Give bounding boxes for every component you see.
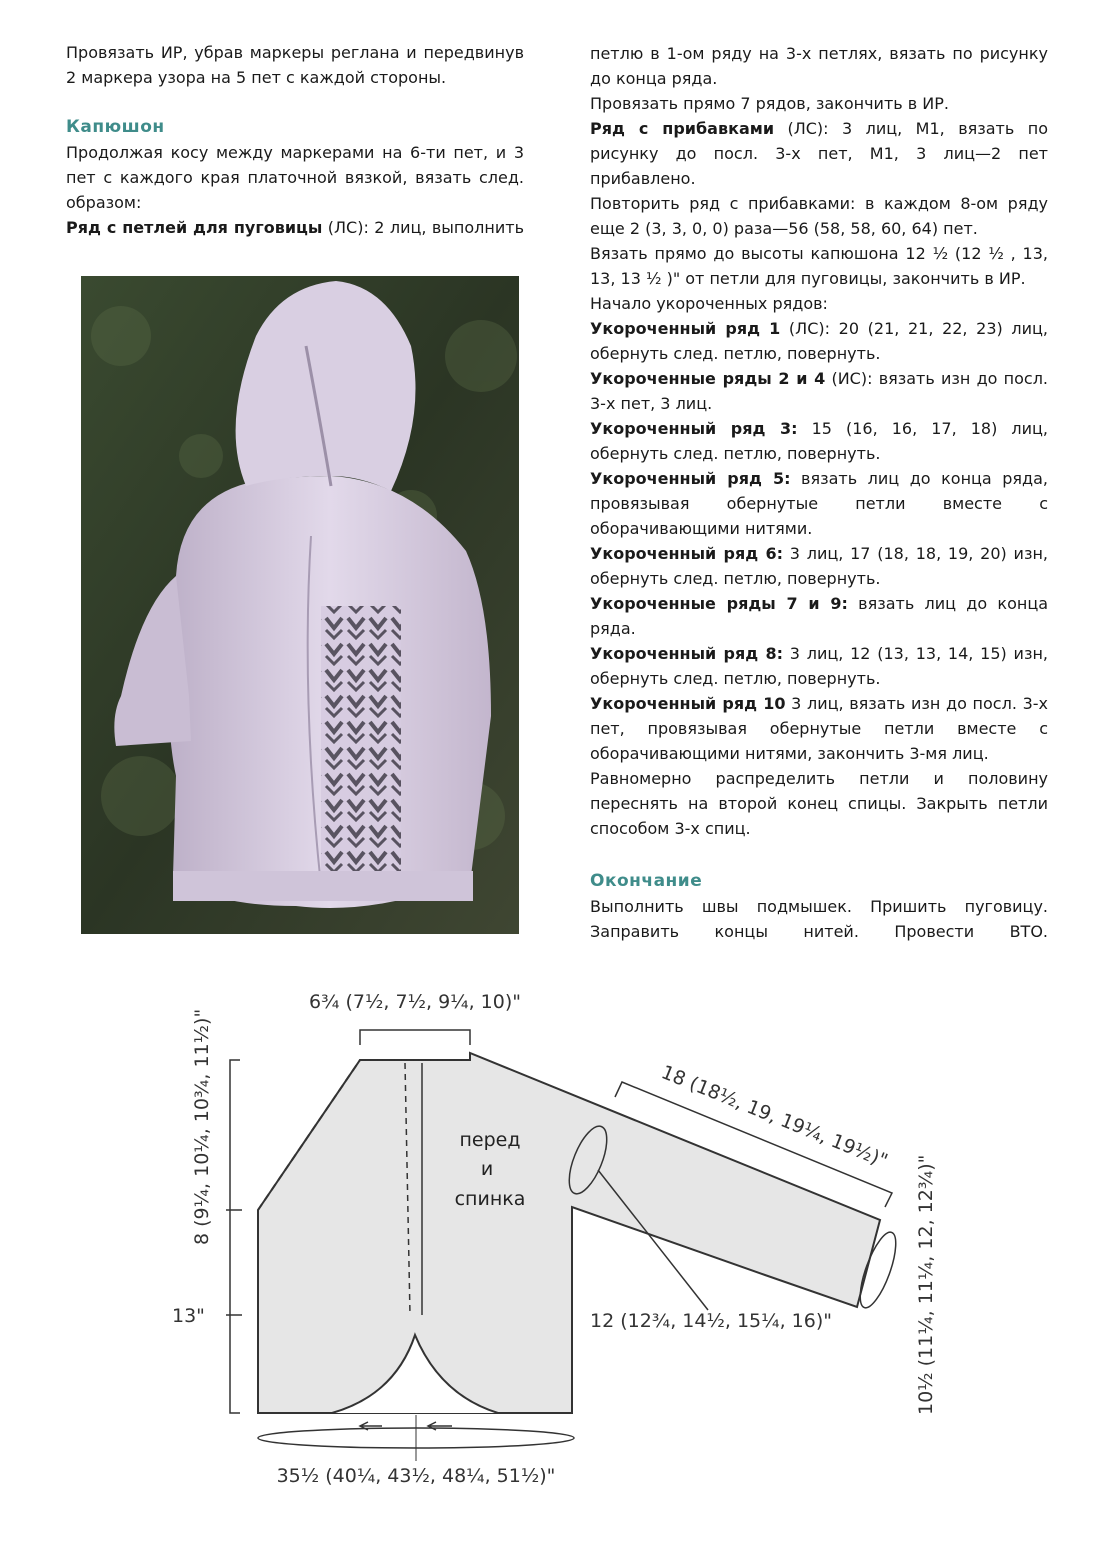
body-label-line-1: перед: [459, 1129, 521, 1151]
short-rows-7-9: [590, 591, 1048, 641]
paragraph-buttonhole-continued: петлю в 1-ом ряду на 3-х петлях, вязать по рисунку до конца ряда.: [590, 44, 1048, 88]
short-row-8-label: Укороченный ряд 8:: [590, 644, 783, 663]
short-row-5: [590, 466, 1048, 541]
garment-photo: [81, 276, 519, 934]
short-rows-7-9-label: Укороченные ряды 7 и 9:: [590, 594, 848, 613]
short-row-3-text: 15 (16, 16, 17, 18) лиц, обернуть след. петлю, повернуть.: [590, 419, 1049, 463]
body-label-line-3: спинка: [454, 1188, 526, 1210]
short-row-10-label: Укороченный ряд 10: [590, 694, 786, 713]
cuff-label: 10½ (11¼, 11¼, 12, 12¾)": [915, 1154, 937, 1415]
buttonhole-label: Ряд с петлей для пуговицы: [66, 218, 323, 237]
body-label-line-2: и: [480, 1158, 494, 1180]
short-row-3-label: Укороченный ряд 3:: [590, 419, 798, 438]
schematic-drawing: [160, 985, 960, 1505]
hood-paragraph: Продолжая косу между маркерами на 6-ти пет, и 3 пет с каждого края платочной вязкой, вязать след. образом:: [66, 143, 524, 212]
short-rows-7-9-text: вязать лиц до конца ряда.: [590, 594, 1049, 638]
size-schematic: [160, 985, 960, 1505]
paragraph-short-rows-start: Начало укороченных рядов:: [590, 294, 828, 313]
paragraph-straight-rows: Провязать прямо 7 рядов, закончить в ИР.: [590, 94, 949, 113]
short-row-8-text: 3 лиц, 12 (13, 13, 14, 15) изн, обернуть след. петлю, повернуть.: [590, 644, 1048, 688]
finishing-paragraph: Выполнить швы подмышек. Пришить пуговицу. Заправить концы нитей. Провести ВТО.: [590, 897, 1048, 941]
buttonhole-text: (ЛС): 2 лиц, выполнить: [322, 218, 524, 237]
buttonhole-paragraph: [66, 215, 524, 240]
sleeve-length-label: 18 (18½, 19, 19¼, 19½)": [658, 1061, 891, 1173]
paragraph-distribute: Равномерно распределить петли и половину переснять на второй конец спицы. Закрыть петли способом 3-х спиц.: [590, 769, 1048, 838]
short-row-8: [590, 641, 1048, 691]
paragraph-hood-height: Вязать прямо до высоты капюшона 12 ½ (12 ½ , 13, 13, 13 ½ )" от петли для пуговицы, закончить в ИР.: [590, 244, 1048, 288]
finishing-heading: Окончание: [590, 871, 703, 891]
left-dimension-line: [230, 1060, 240, 1413]
hooded-cardigan-illustration: [81, 276, 519, 934]
short-row-5-label: Укороченный ряд 5:: [590, 469, 791, 488]
short-row-6-text: 3 лиц, 17 (18, 18, 19, 20) изн, обернуть след. петлю, повернуть.: [590, 544, 1048, 588]
right-column: [590, 41, 1048, 944]
short-row-10: [590, 691, 1048, 766]
paragraph-increase-row: [590, 116, 1048, 191]
body-length-label: 13": [172, 1305, 205, 1327]
increase-row-text: (ЛС): 3 лиц, М1, вязать по рисунку до посл. 3-х пет, М1, 3 лиц—2 пет прибавлено.: [590, 119, 1048, 188]
short-row-1-text: (ЛС): 20 (21, 21, 22, 23) лиц, обернуть след. петлю, повернуть.: [590, 319, 1048, 363]
short-rows-2-4-label: Укороченные ряды 2 и 4: [590, 369, 826, 388]
short-row-6-label: Укороченный ряд 6:: [590, 544, 783, 563]
short-row-1: [590, 316, 1048, 366]
left-column: [66, 40, 524, 240]
hood-heading: Капюшон: [66, 117, 165, 137]
short-row-3: [590, 416, 1048, 466]
short-row-10-text: 3 лиц, вязать изн до посл. 3-х пет, провязывая обернутые петли вместе с оборачивающими нитями, закончить 3-мя лиц.: [590, 694, 1049, 763]
neck-width-bracket: [360, 1030, 470, 1045]
raglan-depth-label: 8 (9¼, 10¼, 10¾, 11½)": [191, 1008, 213, 1245]
chest-label: 35½ (40¼, 43½, 48¼, 51½)": [276, 1465, 556, 1487]
short-row-5-text: вязать лиц до конца ряда, провязывая обернутые петли вместе с оборачивающими нитями.: [590, 469, 1048, 538]
short-row-6: [590, 541, 1048, 591]
garment-outline: [258, 1053, 880, 1413]
increase-row-label: Ряд с прибавками: [590, 119, 775, 138]
upper-arm-label: 12 (12¾, 14½, 15¼, 16)": [590, 1310, 832, 1332]
paragraph-repeat-increase: Повторить ряд с прибавками: в каждом 8-ом ряду еще 2 (3, 3, 0, 0) раза—56 (58, 58, 60, 64) пет.: [590, 194, 1048, 238]
neck-width-label: 6¾ (7½, 7½, 9¼, 10)": [308, 991, 522, 1013]
short-row-1-label: Укороченный ряд 1: [590, 319, 781, 338]
short-rows-2-4: [590, 366, 1048, 416]
short-rows-2-4-text: (ИС): вязать изн до посл. 3-х пет, 3 лиц.: [590, 369, 1049, 413]
intro-paragraph: Провязать ИР, убрав маркеры реглана и передвинув 2 маркера узора на 5 пет с каждой стороны.: [66, 43, 524, 87]
